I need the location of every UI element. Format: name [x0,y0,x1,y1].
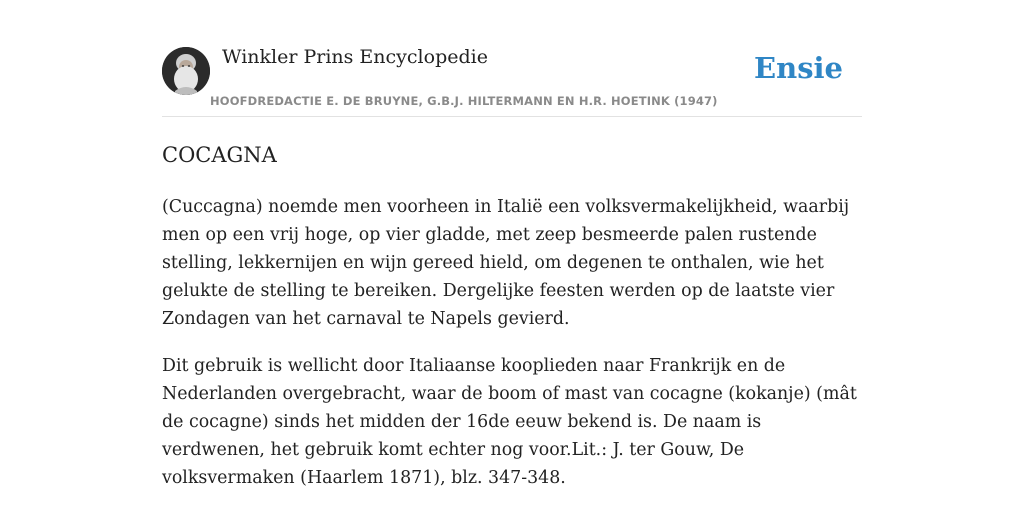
site-title[interactable]: Winkler Prins Encyclopedie [222,46,488,68]
article-paragraph-2: Dit gebruik is wellicht door Italiaanse kooplieden naar Frankrijk en de Nederlanden overgebracht, waar de boom of mast van cocagne (kokanje) (mât de cocagne) sinds het midden der 16de eeuw bekend is. De naam is verdwenen, het gebruik komt echter nog voor.Lit.: J. ter Gouw, De volksvermaken (Haarlem 1871), blz. 347-348. [162,356,857,488]
article-title: COCAGNA [162,143,277,167]
editors-credit: HOOFDREDACTIE E. DE BRUYNE, G.B.J. HILTERMANN EN H.R. HOETINK (1947) [210,94,718,108]
ensie-brand-logo[interactable]: Ensie [754,51,843,85]
article [162,140,862,492]
bearded-man-portrait-icon [162,47,210,95]
site-header [162,46,862,117]
article-paragraph-1: (Cuccagna) noemde men voorheen in Italië een volksvermakelijkheid, waarbij men op een vrij hoge, op vier gladde, met zeep besmeerde palen rustende stelling, lekkernijen en wijn gereed hield, om degenen te onthalen, wie het gelukte de stelling te bereiken. Dergelijke feesten werden op de laatste vier Zondagen van het carnaval te Napels gevierd. [162,197,850,329]
